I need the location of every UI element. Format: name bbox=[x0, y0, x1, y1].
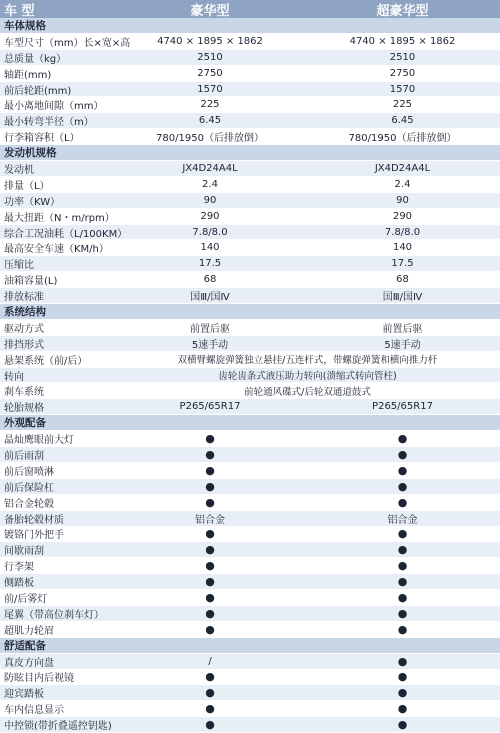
deluxe-value: ● bbox=[205, 622, 215, 636]
deluxe-value: 6.45 bbox=[198, 115, 222, 127]
super-deluxe-value: 17.5 bbox=[391, 258, 414, 270]
table-row bbox=[0, 431, 500, 447]
shared-value: 双横臂螺旋弹簧独立悬挂/五连杆式，带螺旋弹簧和横向推力杆 bbox=[177, 355, 438, 367]
header-deluxe: 豪华型 bbox=[190, 3, 230, 19]
row-label: 驱动方式 bbox=[4, 323, 44, 335]
deluxe-value: JX4D24A4L bbox=[182, 162, 238, 174]
super-deluxe-value: 90 bbox=[396, 194, 409, 206]
super-deluxe-value: 2510 bbox=[389, 51, 416, 63]
deluxe-value: ● bbox=[205, 479, 215, 493]
row-label: 行李架 bbox=[4, 562, 34, 574]
deluxe-value: 17.5 bbox=[198, 258, 222, 270]
table-row bbox=[0, 463, 500, 479]
deluxe-value: 780/1950（后排放倒） bbox=[156, 133, 264, 145]
table-row bbox=[0, 82, 500, 98]
row-label: 刹车系统 bbox=[4, 387, 44, 399]
row-label: 铝合金轮毂 bbox=[4, 498, 54, 510]
deluxe-value: 国Ⅲ/国Ⅳ bbox=[190, 292, 230, 304]
deluxe-value: ● bbox=[205, 670, 215, 684]
super-deluxe-value: 5速手动 bbox=[384, 339, 421, 351]
header-model-label: 车 型 bbox=[4, 3, 35, 19]
super-deluxe-value: ● bbox=[397, 559, 408, 573]
super-deluxe-value: ● bbox=[397, 495, 408, 509]
section-header bbox=[0, 304, 500, 320]
section-header bbox=[0, 415, 500, 431]
super-deluxe-value: ● bbox=[397, 575, 408, 589]
row-label: 中控锁(带折叠遥控钥匙) bbox=[4, 721, 112, 733]
row-label: 压缩比 bbox=[4, 260, 34, 272]
deluxe-value: 4740 × 1895 × 1862 bbox=[157, 35, 263, 47]
deluxe-value: ● bbox=[205, 543, 215, 557]
deluxe-value: 铝合金 bbox=[195, 514, 225, 526]
row-label: 最小离地间隙（mm） bbox=[4, 101, 104, 113]
deluxe-value: ● bbox=[205, 432, 215, 446]
super-deluxe-value: 国Ⅲ/国Ⅳ bbox=[382, 292, 423, 304]
table-row bbox=[0, 209, 500, 225]
row-label: 轮胎规格 bbox=[4, 403, 44, 415]
super-deluxe-value: 2.4 bbox=[394, 178, 411, 190]
deluxe-value: 290 bbox=[200, 210, 220, 222]
deluxe-value: 225 bbox=[200, 99, 220, 111]
deluxe-value: ● bbox=[205, 591, 215, 604]
table-row bbox=[0, 272, 500, 288]
table-row bbox=[0, 574, 500, 590]
section-title: 系统结构 bbox=[4, 305, 46, 318]
table-row bbox=[0, 240, 500, 256]
super-deluxe-value: ● bbox=[397, 527, 408, 541]
row-label: 最高安全车速（KM/h） bbox=[4, 244, 109, 256]
row-label: 车型尺寸（mm）长×宽×高 bbox=[4, 37, 131, 49]
row-label: 悬架系统（前/后） bbox=[4, 355, 88, 367]
table-row bbox=[0, 383, 500, 399]
row-label: 侧踏板 bbox=[4, 578, 34, 590]
row-label: 排量（L） bbox=[4, 180, 50, 192]
super-deluxe-value: ● bbox=[397, 702, 408, 716]
section-title: 舒适配备 bbox=[4, 639, 46, 652]
table-row bbox=[0, 717, 500, 733]
super-deluxe-value: ● bbox=[397, 654, 408, 668]
super-deluxe-value: 225 bbox=[392, 99, 413, 111]
row-label: 前后雨刮 bbox=[4, 451, 44, 462]
super-deluxe-value: ● bbox=[397, 622, 408, 636]
deluxe-value: 2750 bbox=[197, 67, 223, 79]
table-row bbox=[0, 511, 500, 527]
table-row bbox=[0, 34, 500, 50]
row-label: 前后轮距(mm) bbox=[4, 85, 72, 97]
super-deluxe-value: ● bbox=[397, 479, 408, 493]
deluxe-value: 1570 bbox=[197, 83, 223, 95]
super-deluxe-value: ● bbox=[397, 463, 408, 477]
table-row bbox=[0, 495, 500, 511]
row-label: 真皮方向盘 bbox=[4, 657, 54, 669]
super-deluxe-value: 1570 bbox=[389, 83, 416, 95]
table-row bbox=[0, 336, 500, 352]
row-label: 镀铬门外把手 bbox=[4, 530, 64, 542]
shared-value: 前轮通风碟式/后轮双通道鼓式 bbox=[244, 386, 371, 398]
deluxe-value: 68 bbox=[203, 274, 217, 286]
row-label: 综合工况油耗（L/100KM） bbox=[4, 228, 128, 240]
row-label: 排放标准 bbox=[4, 292, 44, 304]
row-label: 备胎轮毂材质 bbox=[4, 514, 64, 526]
table-row bbox=[0, 447, 500, 463]
deluxe-value: 7.8/8.0 bbox=[192, 226, 228, 238]
row-label: 超肌力轮眉 bbox=[4, 625, 54, 637]
super-deluxe-value: ● bbox=[397, 591, 408, 604]
deluxe-value: 90 bbox=[203, 194, 217, 206]
table-row bbox=[0, 542, 500, 558]
section-header bbox=[0, 638, 500, 654]
deluxe-value: ● bbox=[205, 447, 215, 461]
table-row bbox=[0, 256, 500, 272]
deluxe-value: ● bbox=[205, 463, 215, 477]
deluxe-value: P265/65R17 bbox=[179, 401, 241, 413]
super-deluxe-value: 2750 bbox=[389, 67, 416, 79]
table-row bbox=[0, 177, 500, 193]
row-label: 排挡形式 bbox=[4, 339, 44, 351]
deluxe-value: ● bbox=[205, 606, 215, 620]
row-label: 迎宾踏板 bbox=[4, 689, 44, 701]
table-row bbox=[0, 113, 500, 129]
row-label: 行李箱容积（L） bbox=[4, 133, 80, 145]
section-title: 车体规格 bbox=[4, 19, 46, 32]
table-header bbox=[0, 0, 500, 18]
table-row bbox=[0, 129, 500, 145]
super-deluxe-value: ● bbox=[397, 432, 408, 446]
section-header bbox=[0, 145, 500, 161]
super-deluxe-value: 68 bbox=[396, 274, 409, 286]
table-row bbox=[0, 590, 500, 606]
super-deluxe-value: JX4D24A4L bbox=[374, 162, 431, 174]
deluxe-value: ● bbox=[205, 686, 215, 700]
super-deluxe-value: ● bbox=[397, 447, 408, 461]
super-deluxe-value: ● bbox=[397, 686, 408, 700]
row-label: 晶灿鹰眼前大灯 bbox=[4, 435, 74, 447]
row-label: 功率（KW） bbox=[4, 196, 61, 208]
shared-value: 齿轮齿条式液压助力转向(溃缩式转向管柱) bbox=[218, 371, 397, 383]
deluxe-value: ● bbox=[205, 559, 215, 573]
table-row bbox=[0, 558, 500, 574]
table-row bbox=[0, 685, 500, 701]
row-label: 前后窗喷淋 bbox=[4, 466, 54, 478]
table-row bbox=[0, 622, 500, 638]
row-label: 间歇雨刮 bbox=[4, 546, 44, 558]
row-label: 发动机 bbox=[4, 164, 34, 176]
table-row bbox=[0, 399, 500, 415]
header-super-deluxe: 超豪华型 bbox=[376, 3, 429, 19]
deluxe-value: 2.4 bbox=[202, 178, 218, 190]
table-row bbox=[0, 66, 500, 82]
deluxe-value: ● bbox=[205, 495, 215, 509]
super-deluxe-value: ● bbox=[397, 606, 408, 620]
super-deluxe-value: 7.8/8.0 bbox=[384, 226, 421, 238]
table-row bbox=[0, 50, 500, 66]
super-deluxe-value: P265/65R17 bbox=[372, 401, 433, 413]
table-row bbox=[0, 479, 500, 495]
table-row bbox=[0, 193, 500, 209]
row-label: 车内信息显示 bbox=[4, 705, 64, 717]
deluxe-value: 2510 bbox=[197, 51, 223, 63]
super-deluxe-value: 4740 × 1895 × 1862 bbox=[349, 35, 456, 47]
table-row bbox=[0, 288, 500, 304]
deluxe-value: 5速手动 bbox=[191, 339, 229, 351]
deluxe-value: / bbox=[208, 655, 212, 667]
row-label: 前/后雾灯 bbox=[4, 594, 48, 606]
super-deluxe-value: 290 bbox=[392, 210, 413, 222]
deluxe-value: ● bbox=[205, 718, 215, 732]
row-label: 最小转弯半径（m） bbox=[4, 117, 94, 129]
section-header bbox=[0, 18, 500, 34]
table-row bbox=[0, 320, 500, 336]
deluxe-value: ● bbox=[205, 702, 215, 716]
row-label: 前后保险杠 bbox=[4, 482, 54, 494]
row-label: 油箱容量(L) bbox=[4, 276, 58, 288]
deluxe-value: 140 bbox=[200, 242, 220, 254]
super-deluxe-value: ● bbox=[397, 670, 408, 684]
table-body bbox=[0, 18, 500, 733]
row-label: 尾翼（带高位刹车灯） bbox=[4, 609, 104, 621]
row-label: 最大扭距（N・m/rpm） bbox=[4, 212, 115, 224]
table-row bbox=[0, 606, 500, 622]
super-deluxe-value: 780/1950（后排放倒） bbox=[348, 133, 457, 145]
table-row bbox=[0, 352, 500, 368]
table-row bbox=[0, 701, 500, 717]
row-label: 转向 bbox=[4, 371, 24, 383]
table-row bbox=[0, 97, 500, 113]
row-label: 轴距(mm) bbox=[4, 69, 52, 81]
section-title: 外观配备 bbox=[4, 417, 46, 430]
deluxe-value: ● bbox=[205, 575, 215, 589]
table-row bbox=[0, 161, 500, 177]
table-row bbox=[0, 225, 500, 241]
super-deluxe-value: ● bbox=[397, 718, 408, 732]
row-label: 总质量（kg） bbox=[4, 53, 67, 65]
super-deluxe-value: 140 bbox=[392, 242, 413, 254]
deluxe-value: 前置后驱 bbox=[190, 323, 230, 335]
super-deluxe-value: 铝合金 bbox=[387, 514, 418, 526]
super-deluxe-value: 6.45 bbox=[391, 115, 414, 127]
super-deluxe-value: 前置后驱 bbox=[382, 323, 423, 335]
super-deluxe-value: ● bbox=[397, 543, 408, 557]
table-row bbox=[0, 527, 500, 543]
table-row bbox=[0, 670, 500, 686]
row-label: 防眩目内后视镜 bbox=[4, 673, 74, 685]
table-row bbox=[0, 654, 500, 670]
section-title: 发动机规格 bbox=[4, 147, 57, 160]
deluxe-value: ● bbox=[205, 527, 215, 541]
table-row bbox=[0, 368, 500, 384]
